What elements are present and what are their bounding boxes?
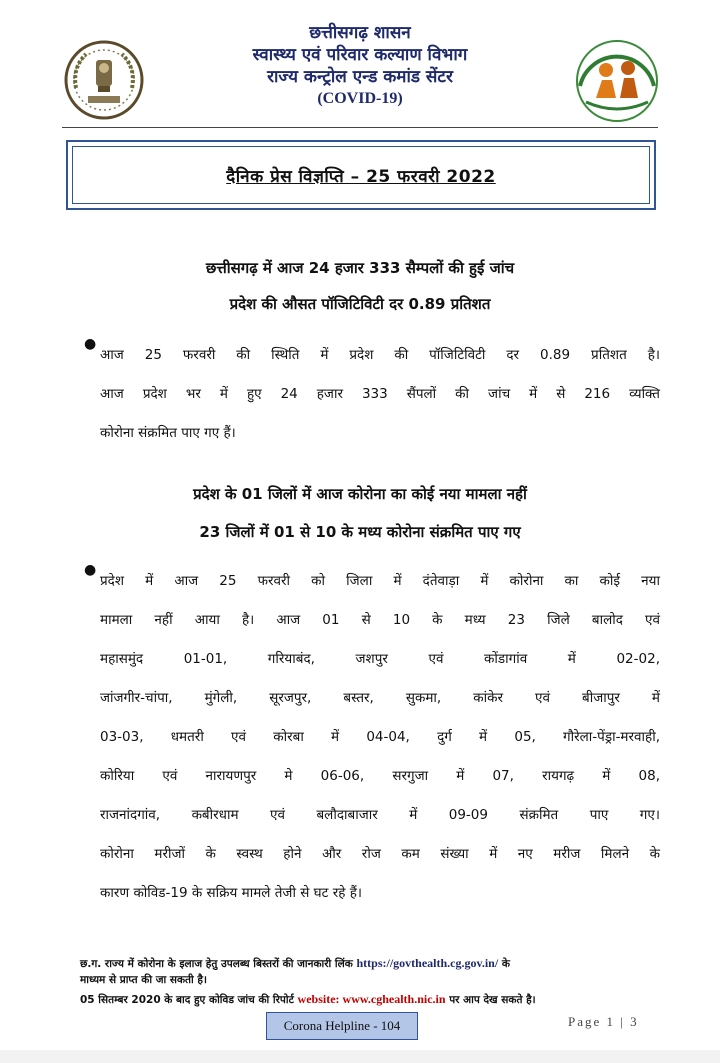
footer-beds-note-cont: माध्यम से प्राप्त की जा सकती है। bbox=[80, 974, 207, 986]
health-mission-logo-icon bbox=[572, 36, 662, 126]
state-emblem-icon bbox=[62, 38, 146, 122]
bullet-line: कारण कोविड-19 के सक्रिय मामले तेजी से घट रहे हैं। bbox=[100, 885, 362, 901]
bullet-dot-icon: ● bbox=[84, 562, 97, 578]
press-release-title: दैनिक प्रेस विज्ञप्ति – 25 फरवरी 2022 bbox=[226, 166, 496, 187]
footer-report-text: 05 सितम्बर 2020 के बाद हुए कोविड जांच की रिपोर्ट bbox=[80, 994, 294, 1006]
footer-beds-note bbox=[80, 956, 660, 971]
bullet-positivity-rate bbox=[84, 336, 660, 453]
bullet-district-details bbox=[84, 562, 660, 913]
footer-beds-text: छ.ग. राज्य में कोरोना के इलाज हेतु उपलब्ध बिस्तरों की जानकारी लिंक bbox=[80, 958, 353, 970]
title-box bbox=[66, 140, 656, 210]
headline-samples: छत्तीसगढ़ में आज 24 हजार 333 सैम्पलों की हुई जांच bbox=[205, 259, 515, 277]
header-divider bbox=[62, 127, 658, 128]
bullet-line: राजनांदगांव, कबीरधाम एवं बलौदाबाजार में 09-09 संक्रमित पाए गए। bbox=[100, 807, 660, 823]
cghealth-website-link[interactable]: website: www.cghealth.nic.in bbox=[297, 992, 446, 1006]
headline-no-new-cases: प्रदेश के 01 जिलों में आज कोरोना का कोई नया मामला नहीं bbox=[193, 485, 527, 503]
bullet-line: आज प्रदेश भर में हुए 24 हजार 333 सैंपलों की जांच में से 216 व्यक्ति bbox=[100, 386, 660, 402]
footer-report-tail: पर आप देख सकते है। bbox=[449, 994, 536, 1006]
bullet-dot-icon: ● bbox=[84, 336, 97, 352]
headline-district-cases: 23 जिलों में 01 से 10 के मध्य कोरोना संक्रमित पाए गए bbox=[199, 523, 521, 541]
corona-helpline-box: Corona Helpline - 104 bbox=[266, 1012, 418, 1040]
bullet-line: महासमुंद 01-01, गरियाबंद, जशपुर एवं कोंडागांव में 02-02, bbox=[100, 651, 660, 667]
covid-label: (COVID-19) bbox=[317, 90, 403, 107]
footer-beds-tail: के bbox=[501, 958, 510, 970]
govt-name: छत्तीसगढ़ शासन bbox=[309, 23, 411, 43]
letterhead bbox=[0, 0, 720, 130]
headline-positivity: प्रदेश की औसत पॉजिटिविटी दर 0.89 प्रतिशत bbox=[229, 295, 491, 313]
bullet-line: प्रदेश में आज 25 फरवरी को जिला में दंतेवाड़ा में कोरोना का कोई नया bbox=[100, 573, 660, 589]
bullet-line: जांजगीर-चांपा, मुंगेली, सूरजपुर, बस्तर, सुकमा, कांकेर एवं बीजापुर में bbox=[100, 690, 660, 706]
bullet-line: मामला नहीं आया है। आज 01 से 10 के मध्य 23 जिले बालोद एवं bbox=[100, 612, 660, 628]
govthealth-link[interactable]: https://govthealth.cg.gov.in/ bbox=[356, 956, 499, 970]
bullet-line: कोरोना मरीजों के स्वस्थ होने और रोज कम संख्या में नए मरीज मिलने के bbox=[100, 846, 660, 862]
control-centre-name: राज्य कन्ट्रोल एन्ड कमांड सेंटर bbox=[267, 67, 453, 87]
page-number: Page 1 | 3 bbox=[568, 1014, 639, 1029]
bottom-band bbox=[0, 1050, 720, 1063]
bullet-line: आज 25 फरवरी की स्थिति में प्रदेश की पॉजिटिविटी दर 0.89 प्रतिशत है। bbox=[100, 347, 660, 363]
bullet-line: 03-03, धमतरी एवं कोरबा में 04-04, दुर्ग में 05, गौरेला-पेंड्रा-मरवाही, bbox=[100, 729, 660, 745]
department-name: स्वास्थ्य एवं परिवार कल्याण विभाग bbox=[252, 45, 468, 65]
bullet-line: कोरिया एवं नारायणपुर मे 06-06, सरगुजा में 07, रायगढ़ में 08, bbox=[100, 768, 660, 784]
footer-report-note bbox=[80, 992, 660, 1007]
bullet-line: कोरोना संक्रमित पाए गए हैं। bbox=[100, 425, 236, 441]
